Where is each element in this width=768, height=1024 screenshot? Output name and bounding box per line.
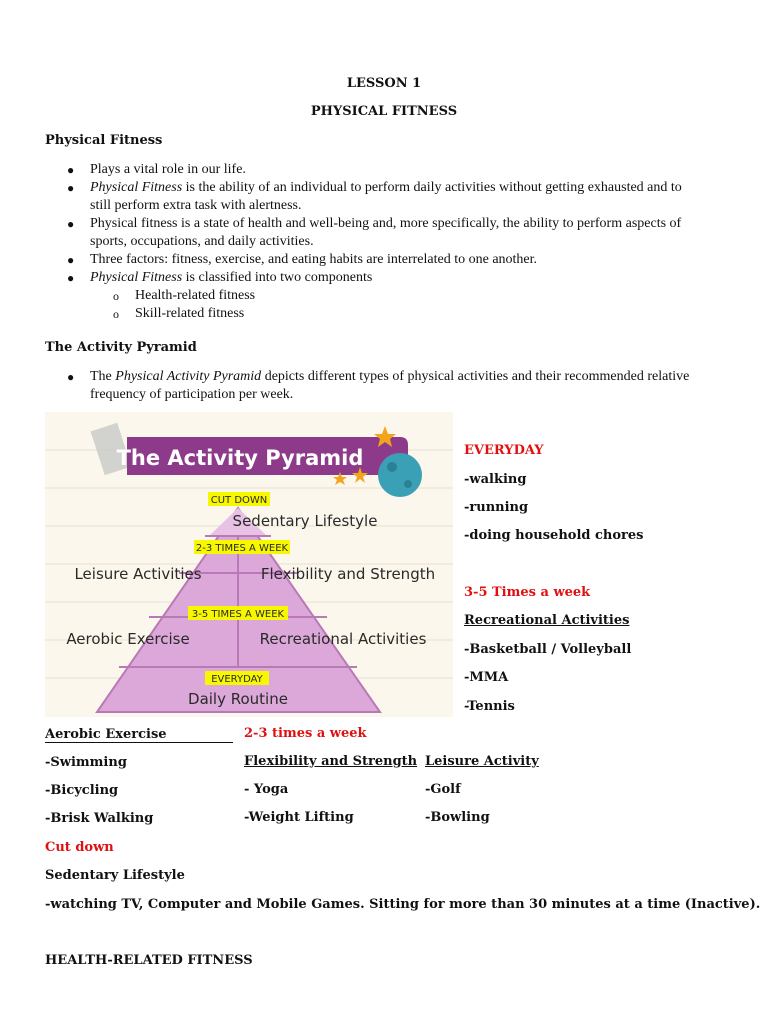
freq-3-5-label: 3-5 Times a week <box>464 585 591 600</box>
recreational-item: -MMA <box>464 670 509 685</box>
section-heading-activity-pyramid: The Activity Pyramid <box>45 340 197 355</box>
aerobic-item: -Brisk Walking <box>45 811 154 826</box>
list-item: ● Plays a vital role in our life. <box>67 162 246 177</box>
sedentary-description: -watching TV, Computer and Mobile Games. Sitting for more than 30 minutes at a time (Inactive). <box>45 897 761 912</box>
recreational-item: -Basketball / Volleyball <box>464 642 632 657</box>
cut-down-label: Cut down <box>45 840 114 855</box>
level-daily-routine: Daily Routine <box>188 690 288 708</box>
activity-pyramid-image <box>45 412 453 717</box>
sub-list-item: o Skill-related fitness <box>113 306 245 321</box>
level-leisure: Leisure Activities <box>74 565 202 583</box>
level-flexibility: Flexibility and Strength <box>260 565 436 583</box>
leisure-item: -Golf <box>425 782 461 797</box>
list-item: ● Physical Fitness is the ability of an individual to perform daily activities without getting exhausted and to still perform extra task with alertness. <box>67 180 682 213</box>
aerobic-heading: Aerobic Exercise <box>45 727 233 743</box>
level-aerobic: Aerobic Exercise <box>66 630 190 648</box>
section-heading-physical-fitness: Physical Fitness <box>45 133 163 148</box>
everyday-label: EVERYDAY <box>464 443 544 458</box>
tag-2-3-times: 2-3 TIMES A WEEK <box>195 543 289 554</box>
recreational-heading: Recreational Activities <box>464 613 630 628</box>
recreational-item: -Tennis <box>464 699 515 714</box>
flexibility-item: -Weight Lifting <box>244 810 354 825</box>
list-item: ● Physical Fitness is classified into two components <box>67 270 373 285</box>
planet-icon <box>378 453 422 497</box>
leisure-heading: Leisure Activity <box>425 754 539 769</box>
level-recreational: Recreational Activities <box>259 630 427 648</box>
aerobic-item: -Bicycling <box>45 783 119 798</box>
tag-cut-down: CUT DOWN <box>210 495 268 506</box>
pyramid-bullet-list <box>45 368 725 404</box>
leisure-item: -Bowling <box>425 810 490 825</box>
pyramid-banner-title: The Activity Pyramid <box>116 446 364 470</box>
list-item: ● The Physical Activity Pyramid depicts different types of physical activities and their recommended relative frequency of participation per week. <box>67 369 690 402</box>
flexibility-heading: Flexibility and Strength <box>244 754 418 769</box>
freq-2-3-label: 2-3 times a week <box>244 726 367 741</box>
sedentary-heading: Sedentary Lifestyle <box>45 868 185 883</box>
everyday-item: -walking <box>464 472 527 487</box>
page-title: PHYSICAL FITNESS <box>310 104 458 119</box>
tag-everyday: EVERYDAY <box>211 674 263 685</box>
everyday-item: -running <box>464 500 529 515</box>
lesson-label: LESSON 1 <box>346 76 422 91</box>
everyday-item: -doing household chores <box>464 528 644 543</box>
list-item: ● Physical fitness is a state of health and well-being and, more specifically, the ability to perform aspects of sports, occupations, and daily activities. <box>67 216 682 249</box>
flexibility-item: - Yoga <box>244 782 289 797</box>
level-sedentary: Sedentary Lifestyle <box>232 512 378 530</box>
health-related-heading: HEALTH-RELATED FITNESS <box>45 953 253 968</box>
aerobic-item: -Swimming <box>45 755 127 770</box>
list-item: ● Three factors: fitness, exercise, and eating habits are interrelated to one another. <box>67 252 538 267</box>
fitness-bullet-list <box>45 161 725 323</box>
tag-3-5-times: 3-5 TIMES A WEEK <box>191 609 285 620</box>
sub-list-item: o Health-related fitness <box>113 288 256 303</box>
